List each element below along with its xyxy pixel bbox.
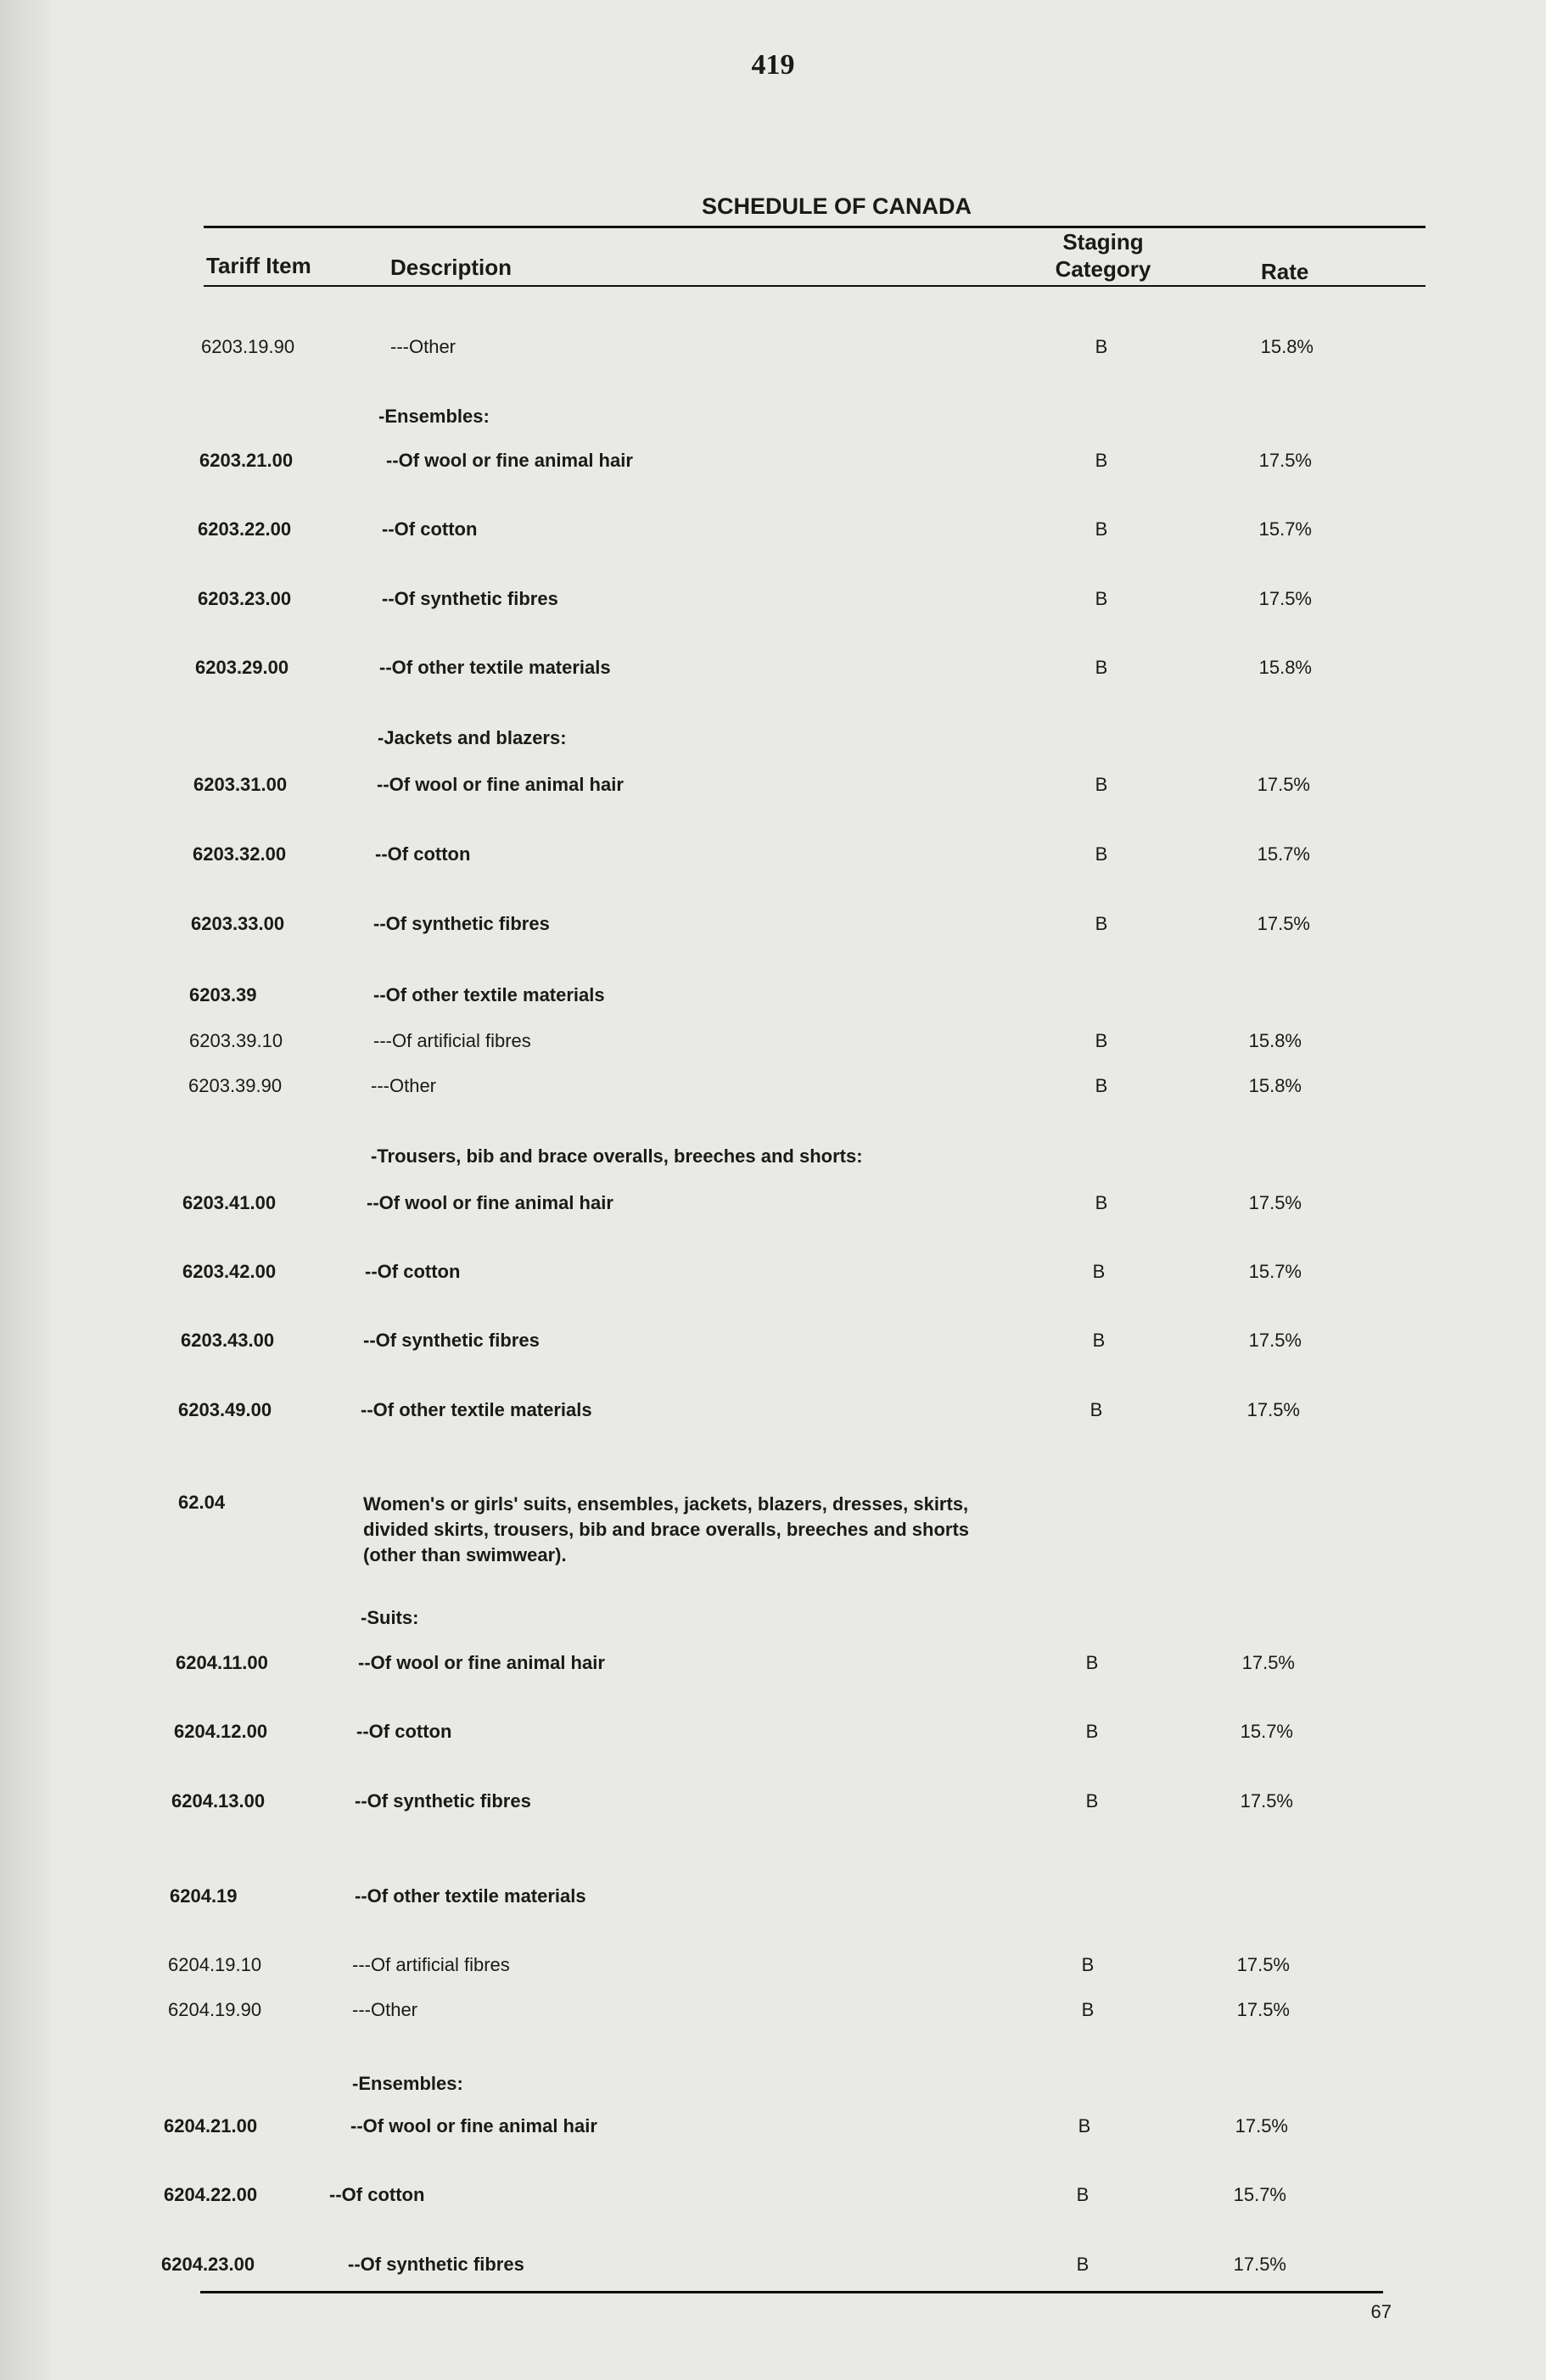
staging-category: B xyxy=(1095,843,1108,865)
table-row xyxy=(0,1330,1546,1364)
description-text: --Of synthetic fibres xyxy=(373,913,550,934)
description-text: -Ensembles: xyxy=(352,2073,463,2094)
rate-value: 15.7% xyxy=(1258,518,1312,540)
description-text: ---Other xyxy=(390,336,456,357)
description-text: --Of cotton xyxy=(356,1721,452,1742)
table-row xyxy=(0,406,1546,440)
rate-value: 17.5% xyxy=(1257,913,1310,934)
staging-category: B xyxy=(1076,2184,1089,2205)
tariff-item-code: 62.04 xyxy=(178,1492,226,1513)
header-staging-line2: Category xyxy=(1055,256,1151,282)
rate-value: 17.5% xyxy=(1248,1330,1302,1351)
description-text: --Of other textile materials xyxy=(355,1885,586,1907)
description-text: --Of wool or fine animal hair xyxy=(386,450,633,471)
description-text: --Of other textile materials xyxy=(361,1399,592,1420)
description-text: Women's or girls' suits, ensembles, jackets, blazers, dresses, skirts, divided skirts, trousers, bib and brace overalls, breeches and shorts (other than swimwear). xyxy=(363,1493,970,1565)
staging-category: B xyxy=(1089,1399,1103,1420)
staging-category: B xyxy=(1095,336,1108,357)
description-text: --Of cotton xyxy=(375,843,471,865)
table-row xyxy=(0,1261,1546,1295)
tariff-item-code: 6204.19 xyxy=(170,1885,238,1907)
tariff-item-code: 6203.39 xyxy=(189,984,257,1005)
tariff-item-code: 6203.23.00 xyxy=(198,588,292,609)
rate-value: 17.5% xyxy=(1240,1790,1293,1812)
tariff-item-code: 6203.32.00 xyxy=(193,843,287,865)
page-number-bottom: 67 xyxy=(1370,2301,1392,2322)
tariff-item-code: 6203.29.00 xyxy=(195,657,289,678)
description-text: --Of synthetic fibres xyxy=(363,1330,540,1351)
header-top-rule xyxy=(204,226,1426,228)
rate-value: 15.8% xyxy=(1258,657,1312,678)
staging-category: B xyxy=(1095,1075,1108,1096)
table-row xyxy=(0,2254,1546,2288)
table-row xyxy=(0,1145,1546,1179)
tariff-item-code: 6203.39.90 xyxy=(188,1075,283,1096)
rate-value: 17.5% xyxy=(1246,1399,1300,1420)
schedule-title: SCHEDULE OF CANADA xyxy=(701,193,972,219)
rate-value: 15.8% xyxy=(1248,1075,1302,1096)
staging-category: B xyxy=(1085,1721,1099,1742)
staging-category: B xyxy=(1095,588,1108,609)
header-tariff-item: Tariff Item xyxy=(206,253,311,278)
description-text: -Ensembles: xyxy=(378,406,490,427)
table-row xyxy=(0,1885,1546,1919)
tariff-item-code: 6203.43.00 xyxy=(181,1330,275,1351)
staging-category: B xyxy=(1095,1192,1108,1213)
header-staging-line1: Staging xyxy=(1062,229,1144,255)
rate-value: 15.8% xyxy=(1260,336,1314,357)
description-text: --Of synthetic fibres xyxy=(348,2254,524,2275)
description-text: --Of wool or fine animal hair xyxy=(358,1652,605,1673)
table-row xyxy=(0,913,1546,947)
staging-category: B xyxy=(1095,774,1108,795)
table-row xyxy=(0,1075,1546,1109)
description-text: --Of wool or fine animal hair xyxy=(367,1192,613,1213)
tariff-item-code: 6204.19.10 xyxy=(168,1954,262,1975)
description-text: --Of synthetic fibres xyxy=(355,1790,531,1812)
table-row xyxy=(0,1607,1546,1641)
rate-value: 17.5% xyxy=(1236,1954,1290,1975)
staging-category: B xyxy=(1076,2254,1089,2275)
staging-category: B xyxy=(1095,1030,1108,1051)
staging-category: B xyxy=(1092,1261,1106,1282)
staging-category: B xyxy=(1081,1999,1095,2020)
tariff-item-code: 6203.21.00 xyxy=(199,450,294,471)
description-text: --Of synthetic fibres xyxy=(382,588,558,609)
header-description: Description xyxy=(390,255,513,280)
header-bottom-rule xyxy=(204,285,1426,287)
rate-value: 17.5% xyxy=(1258,450,1312,471)
table-row xyxy=(0,2073,1546,2107)
staging-category: B xyxy=(1085,1652,1099,1673)
tariff-item-code: 6204.22.00 xyxy=(164,2184,258,2205)
staging-category: B xyxy=(1095,913,1108,934)
description-text: -Suits: xyxy=(361,1607,419,1628)
description-text: --Of other textile materials xyxy=(373,984,605,1005)
tariff-item-code: 6203.31.00 xyxy=(193,774,288,795)
tariff-item-code: 6203.49.00 xyxy=(178,1399,272,1420)
description-text: -Jackets and blazers: xyxy=(378,727,567,748)
tariff-item-code: 6203.22.00 xyxy=(198,518,292,540)
table-row xyxy=(0,336,1546,370)
description-text: --Of wool or fine animal hair xyxy=(377,774,624,795)
header-rate: Rate xyxy=(1261,259,1309,284)
table-row xyxy=(0,450,1546,484)
table-row xyxy=(0,1652,1546,1686)
table-row xyxy=(0,984,1546,1018)
description-text: --Of wool or fine animal hair xyxy=(350,2115,597,2136)
staging-category: B xyxy=(1095,657,1108,678)
page-number-top: 419 xyxy=(751,49,795,81)
description-text: --Of cotton xyxy=(382,518,478,540)
tariff-item-code: 6203.42.00 xyxy=(182,1261,277,1282)
description-text: --Of other textile materials xyxy=(379,657,611,678)
table-row xyxy=(0,588,1546,622)
footer-rule xyxy=(200,2291,1383,2293)
tariff-item-code: 6204.11.00 xyxy=(176,1652,268,1673)
description-text: ---Of artificial fibres xyxy=(352,1954,510,1975)
table-row xyxy=(0,657,1546,691)
rate-value: 17.5% xyxy=(1258,588,1312,609)
tariff-item-code: 6204.21.00 xyxy=(164,2115,258,2136)
description-text: ---Other xyxy=(371,1075,436,1096)
staging-category: B xyxy=(1085,1790,1099,1812)
staging-category: B xyxy=(1081,1954,1095,1975)
tariff-item-code: 6203.39.10 xyxy=(189,1030,283,1051)
table-row xyxy=(0,727,1546,761)
rate-value: 15.7% xyxy=(1257,843,1310,865)
rate-value: 17.5% xyxy=(1235,2115,1288,2136)
description-text: --Of cotton xyxy=(365,1261,461,1282)
table-row xyxy=(0,2184,1546,2218)
tariff-item-code: 6204.19.90 xyxy=(168,1999,262,2020)
tariff-item-code: 6204.12.00 xyxy=(174,1721,268,1742)
staging-category: B xyxy=(1095,450,1108,471)
description-text: -Trousers, bib and brace overalls, breeches and shorts: xyxy=(371,1145,863,1167)
rate-value: 15.7% xyxy=(1233,2184,1286,2205)
table-row xyxy=(0,1399,1546,1433)
description-text: --Of cotton xyxy=(329,2184,425,2205)
table-row xyxy=(0,774,1546,808)
table-row xyxy=(0,518,1546,552)
staging-category: B xyxy=(1095,518,1108,540)
rate-value: 15.7% xyxy=(1248,1261,1302,1282)
rate-value: 17.5% xyxy=(1241,1652,1295,1673)
table-row xyxy=(0,1492,1546,1565)
staging-category: B xyxy=(1078,2115,1091,2136)
staging-category: B xyxy=(1092,1330,1106,1351)
rate-value: 17.5% xyxy=(1257,774,1310,795)
tariff-item-code: 6203.19.90 xyxy=(201,336,295,357)
table-row xyxy=(0,1790,1546,1824)
tariff-item-code: 6204.23.00 xyxy=(161,2254,255,2275)
table-row xyxy=(0,1721,1546,1755)
description-text: ---Other xyxy=(352,1999,417,2020)
rate-value: 15.8% xyxy=(1248,1030,1302,1051)
tariff-item-code: 6203.41.00 xyxy=(182,1192,277,1213)
tariff-item-code: 6203.33.00 xyxy=(191,913,285,934)
rate-value: 17.5% xyxy=(1233,2254,1286,2275)
table-row xyxy=(0,1192,1546,1226)
rate-value: 15.7% xyxy=(1240,1721,1293,1742)
tariff-item-code: 6204.13.00 xyxy=(171,1790,266,1812)
table-row xyxy=(0,1030,1546,1064)
rate-value: 17.5% xyxy=(1236,1999,1290,2020)
description-text: ---Of artificial fibres xyxy=(373,1030,531,1051)
table-row xyxy=(0,1954,1546,1988)
table-row xyxy=(0,1999,1546,2033)
table-row xyxy=(0,843,1546,877)
table-row xyxy=(0,2115,1546,2149)
rate-value: 17.5% xyxy=(1248,1192,1302,1213)
